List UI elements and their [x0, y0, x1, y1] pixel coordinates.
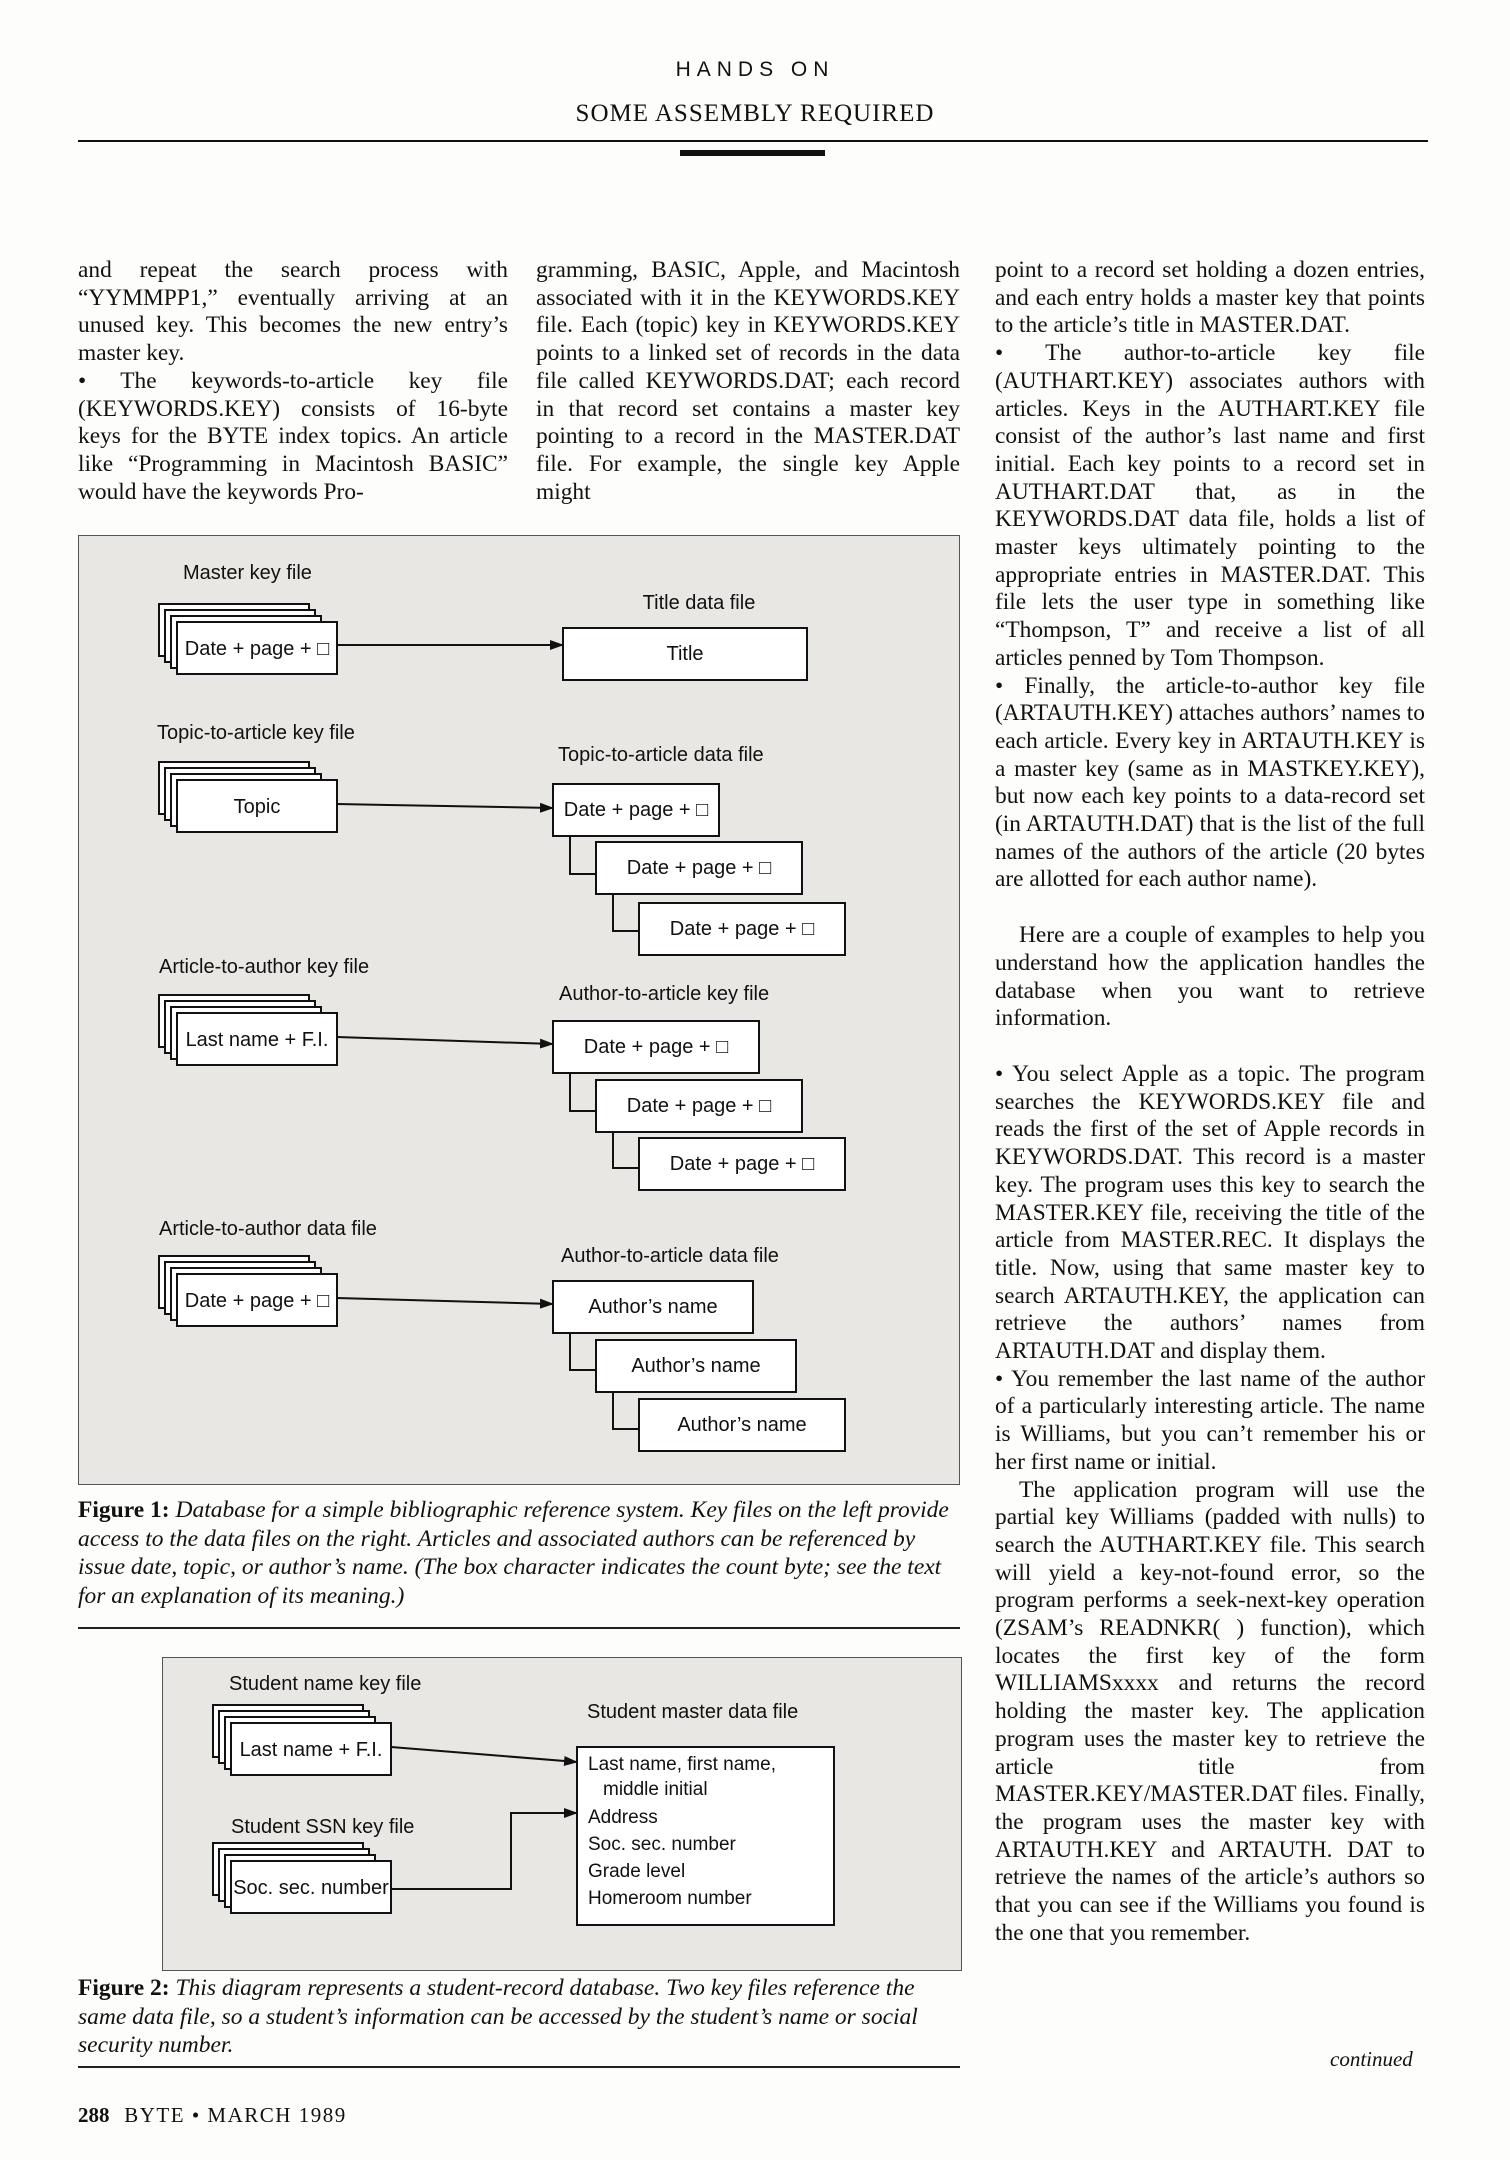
magazine-issue: BYTE • MARCH 1989 — [124, 2103, 347, 2127]
article-author-data-file-label: Article-to-author data file — [159, 1218, 377, 1240]
section-label: HANDS ON — [675, 58, 835, 81]
page-footer — [78, 2103, 347, 2128]
title-box-text: Title — [666, 643, 704, 665]
topic-data-box-text: Date + page + □ — [669, 918, 815, 940]
continued-label: continued — [1330, 2047, 1413, 2071]
record-field: Grade level — [588, 1861, 686, 1882]
topic-data-file-label: Topic-to-article data file — [558, 744, 764, 766]
figure-2-caption-label: Figure 2: — [78, 1975, 170, 2001]
student-master-data-file-label: Student master data file — [587, 1701, 799, 1723]
master-key-file-label: Master key file — [183, 562, 312, 584]
paragraph: • The keywords-to-article key file (KEYWORDS.KEY) consists of 16-byte keys for the BYTE index topics. An article like “Programming in Macintosh BASIC” would have the keywords Pro- — [78, 367, 508, 505]
topic-data-box-text: Date + page + □ — [563, 799, 709, 821]
figure-1-caption-label: Figure 1: — [78, 1497, 170, 1523]
author-name-box-text: Author’s name — [631, 1355, 761, 1377]
figure-1-caption — [78, 1496, 958, 1610]
record-field: Homeroom number — [588, 1888, 752, 1909]
author-name-box-text: Author’s name — [588, 1296, 718, 1318]
author-article-key-file-label: Author-to-article key file — [559, 983, 770, 1005]
record-field: Soc. sec. number — [588, 1834, 736, 1855]
master-key-box-text: Date + page + □ — [184, 638, 330, 660]
article-author-key-box-text: Last name + F.I. — [185, 1029, 329, 1051]
topic-key-box-text: Topic — [233, 796, 281, 818]
middle-column-text — [536, 257, 960, 506]
left-column-text — [78, 257, 508, 506]
topic-key-file-label: Topic-to-article key file — [157, 722, 355, 744]
topic-data-box-text: Date + page + □ — [626, 857, 772, 879]
figure-2-caption-text: This diagram represents a student-record database. Two key files reference the same data file, so a student’s information can be accessed by the student’s name or social security number. — [78, 1975, 918, 2058]
student-ssn-key-box-text: Soc. sec. number — [233, 1877, 389, 1899]
record-field: Address — [588, 1807, 658, 1828]
figure-2-diagram — [163, 1658, 961, 1970]
article-author-key-file-label: Article-to-author key file — [159, 956, 370, 978]
author-article-data-file-label: Author-to-article data file — [561, 1245, 779, 1267]
figure-2-caption — [78, 1974, 958, 2060]
page-number: 288 — [78, 2103, 110, 2127]
student-name-key-box-text: Last name + F.I. — [239, 1739, 383, 1761]
paragraph: Here are a couple of examples to help you understand how the application handles the database when you want to retrieve information. — [995, 922, 1425, 1032]
paragraph: • Finally, the article-to-author key file (ARTAUTH.KEY) attaches authors’ names to each article. Every key in ARTAUTH.KEY is a master key (same as in MASTKEY.KEY), but now each key points to a data-record set (in ARTAUTH.DAT) that is the list of the full names of the authors of the article (20 bytes are allotted for each author name). — [995, 672, 1425, 893]
author-name-box-text: Author’s name — [677, 1414, 807, 1436]
paragraph: The application program will use the partial key Williams (padded with nulls) to search the AUTHART.KEY file. This search will yield a key-not-found error, so the program performs a seek-next-key operation (ZSAM’s READNKR( ) function), which locates the first key of the form WILLIAMSxxxx and returns the record holding the master key. The application program uses the master key to retrieve the article title from MASTER.KEY/MASTER.DAT files. Finally, the program uses the master key with ARTAUTH.KEY and ARTAUTH. DAT to retrieve the names of the article’s authors so that you can see if the Williams you found is the one that you remember. — [995, 1476, 1425, 1946]
paragraph: • You select Apple as a topic. The program searches the KEYWORDS.KEY file and reads the first of the set of Apple records in KEYWORDS.DAT. This record is a master key. The program uses this key to search the MASTER.KEY file, receiving the title of the article from MASTER.REC. It displays the title. Now, using that same master key to search ARTAUTH.KEY, the application can retrieve the authors’ names from ARTAUTH.DAT and display them. — [995, 1060, 1425, 1365]
record-field: middle initial — [603, 1779, 708, 1800]
author-article-key-box-text: Date + page + □ — [626, 1095, 772, 1117]
figure-2-rule — [78, 2066, 960, 2068]
title-data-file-label: Title data file — [642, 592, 756, 614]
author-article-key-box-text: Date + page + □ — [669, 1153, 815, 1175]
author-article-key-box-text: Date + page + □ — [583, 1036, 729, 1058]
header-accent-rule — [680, 150, 825, 156]
record-field: Last name, first name, — [588, 1754, 776, 1775]
article-series-title: SOME ASSEMBLY REQUIRED — [575, 100, 935, 127]
figure-2-frame — [162, 1657, 962, 1971]
figure-1-rule — [78, 1627, 960, 1629]
student-ssn-key-file-label: Student SSN key file — [231, 1816, 415, 1838]
header-rule — [78, 140, 1428, 142]
student-name-key-file-label: Student name key file — [229, 1673, 422, 1695]
right-column-text — [995, 257, 1425, 1947]
figure-1-caption-text: Database for a simple bibliographic reference system. Key files on the left provide access to the data files on the right. Articles and associated authors can be referenced by issue date, topic, or author’s name. (The box character indicates the count byte; see the text for an explanation of its meaning.) — [78, 1497, 949, 1609]
paragraph: gramming, BASIC, Apple, and Macintosh associated with it in the KEYWORDS.KEY file. Each (topic) key in KEYWORDS.KEY points to a linked set of records in the data file called KEYWORDS.DAT; each record in that record set contains a master key pointing to a record in the MASTER.DAT file. For example, the single key Apple might — [536, 257, 960, 505]
paragraph: • The author-to-article key file (AUTHART.KEY) associates authors with articles. Keys in the AUTHART.KEY file consist of the author’s last name and first initial. Each key points to a record set in AUTHART.DAT that, as in the KEYWORDS.DAT data file, holds a list of master keys ultimately pointing to the appropriate entries in MASTER.DAT. This file lets the user type in something like “Thompson, T” and receive a list of all articles penned by Tom Thompson. — [995, 340, 1425, 671]
figure-1-diagram — [79, 536, 959, 1484]
paragraph: and repeat the search process with “YYMMPP1,” eventually arriving at an unused key. This becomes the new entry’s master key. — [78, 257, 508, 367]
figure-1-frame — [78, 535, 960, 1485]
article-author-data-box-text: Date + page + □ — [184, 1290, 330, 1312]
paragraph: • You remember the last name of the author of a particularly interesting article. The name is Williams, but you can’t remember his or her first name or initial. — [995, 1365, 1425, 1475]
paragraph: point to a record set holding a dozen entries, and each entry holds a master key that points to the article’s title in MASTER.DAT. — [995, 257, 1425, 339]
